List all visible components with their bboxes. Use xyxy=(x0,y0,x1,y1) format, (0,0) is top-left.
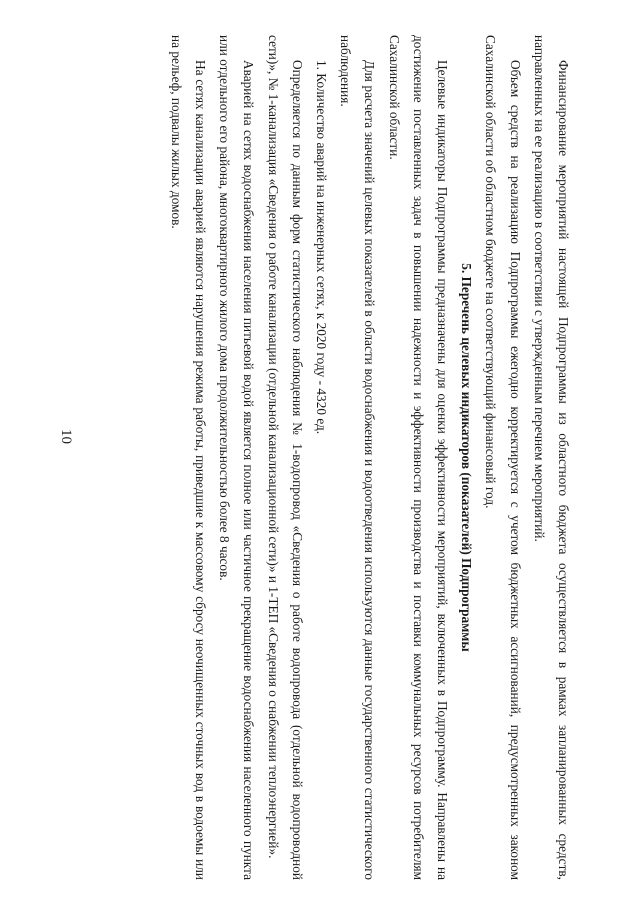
paragraph-sewer-accident: На сетях канализации аварией являются нарушения режима работы, приведшие к массовому сбросу неочищенных сточных вод в водоемы или на рельеф, подвалы жилых домов. xyxy=(168,35,208,880)
document-body xyxy=(105,35,575,880)
page-number: 10 xyxy=(58,429,74,444)
paragraph-budget: Объем средств на реализацию Подпрограммы ежегодно корректируется с учетом бюджетных ассигнований, предусмотренных законом Сахалинской области об областном бюджете на соответствующий финансовый год. xyxy=(483,35,523,880)
paragraph-accidents-count: 1. Количество аварий на инженерных сетях, к 2020 году - 4320 ед. xyxy=(313,60,329,435)
paragraph-indicators: Целевые индикаторы Подпрограммы предназначены для оценки эффективности мероприятий, включенных в Подпрограмму. Направлены на достижение поставленных задач в повышении надежности и эффективности производства и поставки коммунальных ресурсов потребителям Сахалинской области. xyxy=(386,35,450,880)
paragraph-forms: Определяется по данным форм статистического наблюдения № 1-водопровод «Сведения о работе водопровода (отдельной водопроводной сети)», № 1-канализация «Сведения о работе канализации (отдельной канализационной сети)» и 1-ТЕП «Сведения о снабжении теплоэнергией». xyxy=(265,35,305,880)
paragraph-water-accident: Аварией на сетях водоснабжения населения питьевой водой является полное или частичное прекращение водоснабжения населенного пункта или отдельного его района, многоквартирного жилого дома продолжительностью более 8 часов. xyxy=(217,35,257,880)
paragraph-financing: Финансирование мероприятий настоящей Подпрограммы из областного бюджета осуществляется в рамках запланированных средств, направленных на ее реализацию в соответствии с утвержденным перечнем мероприятий. xyxy=(531,35,571,880)
paragraph-statistics: Для расчета значений целевых показателей в области водоснабжения и водоотведения используются данные государственного статистического наблюдения. xyxy=(338,35,378,880)
section-heading: 5. Перечень целевых индикаторов (показателей) Подпрограммы xyxy=(459,263,475,652)
